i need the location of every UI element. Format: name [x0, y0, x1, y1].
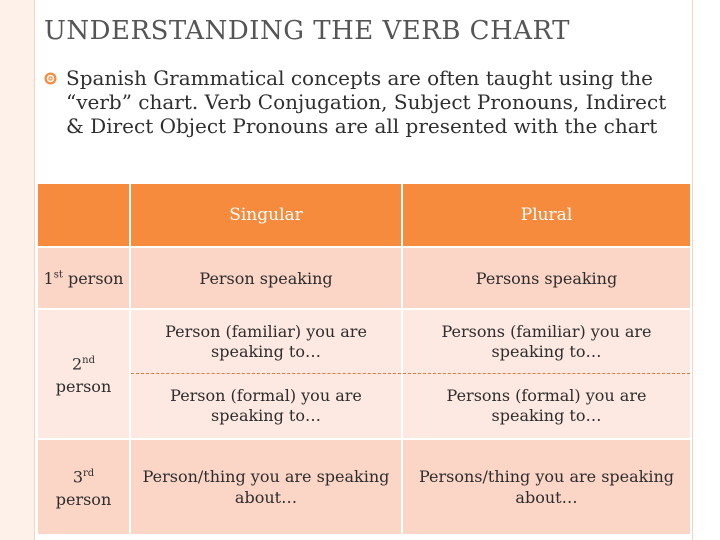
- cell-first-plural: Persons speaking: [402, 247, 690, 309]
- ordinal-suffix: rd: [83, 468, 95, 480]
- header-singular: Singular: [130, 184, 402, 247]
- second-singular-familiar: Person (familiar) you are speaking to…: [131, 310, 401, 374]
- row-label-first-person: [38, 247, 130, 309]
- person-word: person: [67, 268, 124, 288]
- cell-third-singular: Person/thing you are speaking about…: [130, 439, 402, 534]
- slide-title: UNDERSTANDING THE VERB CHART: [44, 16, 570, 46]
- left-margin-stripe: [0, 0, 34, 540]
- bullet-text: Spanish Grammatical concepts are often taught using the “verb” chart. Verb Conjugation, Subject Pronouns, Indirect & Direct Object Pronouns are all presented with the chart: [66, 66, 667, 138]
- ordinal-suffix: st: [53, 269, 63, 281]
- cell-second-plural: [402, 309, 690, 439]
- verb-chart-table: [38, 184, 690, 534]
- second-plural-familiar: Persons (familiar) you are speaking to…: [403, 310, 690, 374]
- row-label-third-person: [38, 439, 130, 534]
- table-row-third-person: [38, 439, 690, 534]
- person-number: 2: [71, 354, 83, 374]
- person-word: person: [55, 489, 112, 509]
- second-plural-formal: Persons (formal) you are speaking to…: [446, 386, 647, 425]
- header-plural: Plural: [402, 184, 690, 247]
- cell-first-singular: Person speaking: [130, 247, 402, 309]
- cell-second-singular: [130, 309, 402, 439]
- second-singular-formal: Person (formal) you are speaking to…: [170, 386, 362, 425]
- row-label-second-person: [38, 309, 130, 439]
- table-row-second-person: [38, 309, 690, 439]
- left-margin-rule: [34, 0, 35, 540]
- person-number: 1: [43, 268, 54, 288]
- right-margin-rule: [692, 0, 693, 540]
- table-header-row: [38, 184, 690, 247]
- header-corner-cell: [38, 184, 130, 247]
- table-row-first-person: [38, 247, 690, 309]
- person-number: 3: [72, 467, 83, 487]
- bullet-point: [44, 66, 684, 138]
- ordinal-suffix: nd: [82, 355, 96, 367]
- cell-third-plural: Persons/thing you are speaking about…: [402, 439, 690, 534]
- bullet-circle-icon: [44, 72, 57, 85]
- person-word: person: [55, 376, 112, 396]
